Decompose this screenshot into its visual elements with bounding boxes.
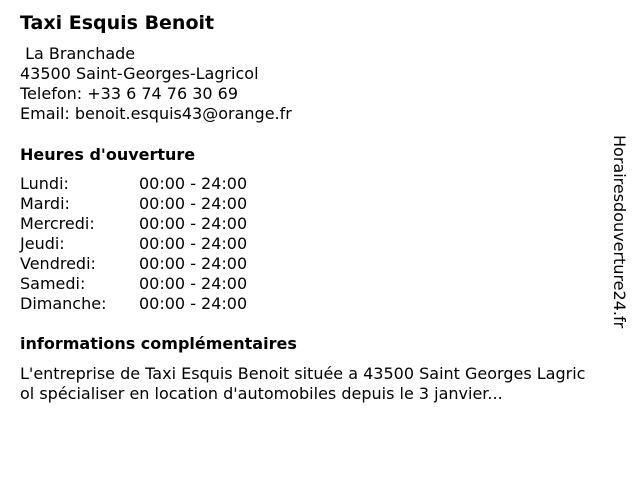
hours-row bbox=[20, 294, 280, 314]
address-city: 43500 Saint-Georges-Lagricol bbox=[20, 64, 259, 83]
business-name: Taxi Esquis Benoit bbox=[20, 12, 215, 34]
day-label: Dimanche: bbox=[20, 294, 107, 313]
time-range: 00:00 - 24:00 bbox=[139, 234, 248, 253]
info-heading: informations complémentaires bbox=[20, 334, 297, 353]
time-range: 00:00 - 24:00 bbox=[139, 274, 248, 293]
hours-row bbox=[20, 174, 280, 194]
hours-heading: Heures d'ouverture bbox=[20, 145, 196, 164]
time-range: 00:00 - 24:00 bbox=[139, 294, 248, 313]
email-address: Email: benoit.esquis43@orange.fr bbox=[20, 104, 292, 123]
time-range: 00:00 - 24:00 bbox=[139, 194, 248, 213]
day-label: Vendredi: bbox=[20, 254, 96, 273]
hours-row bbox=[20, 194, 280, 214]
site-watermark: Horairesdouverture24.fr bbox=[610, 135, 629, 329]
day-label: Samedi: bbox=[20, 274, 86, 293]
time-range: 00:00 - 24:00 bbox=[139, 174, 248, 193]
address-street: La Branchade bbox=[20, 44, 136, 63]
time-range: 00:00 - 24:00 bbox=[139, 254, 248, 273]
time-range: 00:00 - 24:00 bbox=[139, 214, 248, 233]
hours-row bbox=[20, 254, 280, 274]
phone-number: Telefon: +33 6 74 76 30 69 bbox=[20, 84, 239, 103]
day-label: Jeudi: bbox=[20, 234, 65, 253]
day-label: Mercredi: bbox=[20, 214, 95, 233]
hours-row bbox=[20, 274, 280, 294]
opening-hours-table bbox=[20, 174, 280, 314]
hours-row bbox=[20, 214, 280, 234]
day-label: Lundi: bbox=[20, 174, 69, 193]
info-description: L'entreprise de Taxi Esquis Benoit située a 43500 Saint Georges Lagricol spécialiser en location d'automobiles depuis le 3 janvier... bbox=[20, 364, 586, 403]
day-label: Mardi: bbox=[20, 194, 70, 213]
hours-row bbox=[20, 234, 280, 254]
